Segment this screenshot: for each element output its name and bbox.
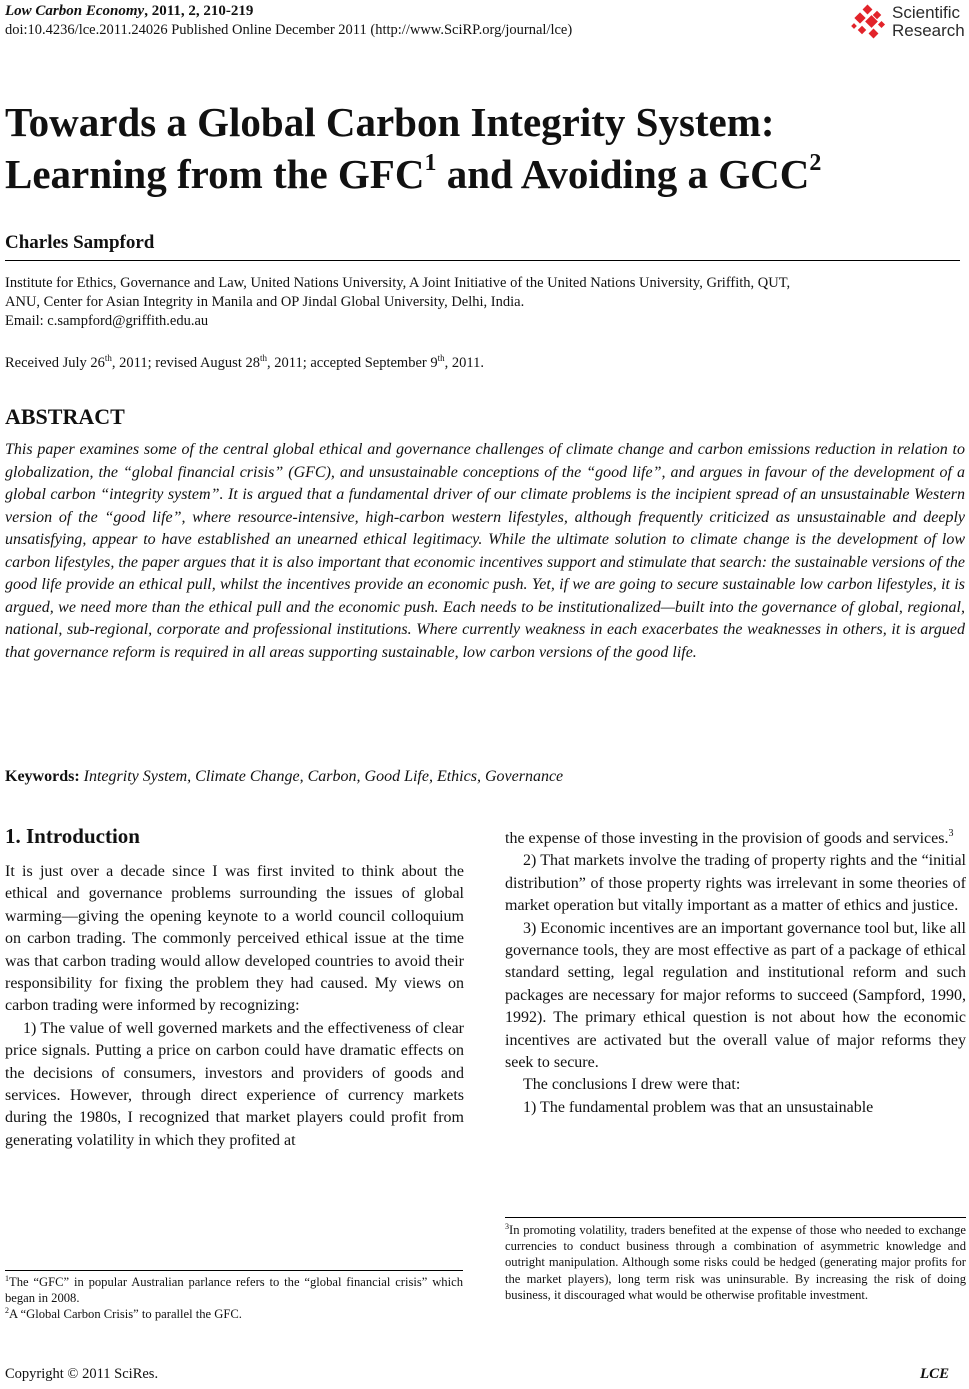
received-dates	[5, 355, 484, 372]
footnote-text: The “GFC” in popular Australian parlance refers to the “global financial crisis” which began in 2008.	[5, 1275, 463, 1306]
footnotes-left	[5, 1274, 463, 1323]
section-heading-introduction: 1. Introduction	[5, 824, 140, 848]
title-text-b: and Avoiding a GCC	[436, 151, 810, 197]
abstract-heading: ABSTRACT	[5, 404, 125, 429]
keywords-list: Integrity System, Climate Change, Carbon, Good Life, Ethics, Governance	[79, 768, 564, 785]
footnote-text: In promoting volatility, traders benefited at the expense of those who needed to exchange currencies to conduct business through a combination of asymmetric knowledge and outright manipulation. Although some risks could be hedged (generating major profits for the market players), long term risk was uninsurable. By increasing the risk of doing business, it discouraged what would be otherwise profitable investment.	[505, 1223, 966, 1302]
footnote-number: 1	[5, 1274, 9, 1283]
footnote-divider-left	[5, 1270, 463, 1271]
title-footnote-ref-2: 2	[809, 150, 822, 176]
doi-line: doi:10.4236/lce.2011.24026 Published Online December 2011 (http://www.SciRP.org/journal/lce)	[5, 22, 573, 38]
body-paragraph: 3) Economic incentives are an important governance tool but, like all governance tools, they are most effective as part of a package of ethical standard setting, legal regulation and institutional reform and such packages are necessary for major reforms to succeed (Sampford, 1990, 1992). The primary ethical question is not about how the economic incentives are activated but the overall value of major reforms they seek to secure.	[505, 919, 966, 1072]
footnotes-right	[505, 1222, 966, 1303]
logo-line-1: Scientific	[892, 3, 961, 22]
body-paragraph: 1) The fundamental problem was that an unsustainable	[523, 1098, 874, 1116]
body-column-right	[505, 828, 966, 1119]
received-sup-1: th	[104, 353, 112, 363]
publisher-logo	[850, 4, 969, 44]
footnote-divider-right	[505, 1217, 966, 1218]
author-divider	[5, 260, 960, 261]
footnote-number: 3	[505, 1222, 509, 1231]
received-text-3: , 2011; accepted September 9	[267, 355, 438, 371]
body-paragraph	[505, 828, 966, 850]
footnote-3	[505, 1222, 966, 1303]
footnote-ref-3: 3	[948, 828, 954, 839]
body-text: the expense of those investing in the provision of goods and services.	[505, 830, 949, 847]
keywords-label: Keywords:	[5, 768, 80, 785]
body-paragraph: It is just over a decade since I was first invited to think about the ethical and governance problems surrounding the issues of global warming—giving the opening keynote to a world council colloquium on carbon trading. The commonly perceived ethical issue at the time was that carbon trading would allow developed countries to avoid their responsibility for fixing the problem they had caused. My views on carbon trading were informed by recognizing:	[5, 863, 464, 1015]
title-line-1: Towards a Global Carbon Integrity System:	[5, 99, 775, 145]
footnote-2	[5, 1306, 463, 1322]
footnote-text: A “Global Carbon Crisis” to parallel the GFC.	[9, 1307, 242, 1322]
logo-line-2: Research	[892, 21, 965, 40]
footer-copyright: Copyright © 2011 SciRes.	[5, 1366, 159, 1382]
affiliation-line-1: Institute for Ethics, Governance and Law, United Nations University, A Joint Initiative of the United Nations University, Griffith, QUT,	[5, 275, 791, 291]
title-line-2	[5, 148, 960, 200]
affiliation-block	[5, 274, 963, 331]
journal-name: Low Carbon Economy	[5, 3, 145, 19]
received-text-2: , 2011; revised August 28	[111, 355, 260, 371]
body-paragraph: 2) That markets involve the trading of property rights and the “initial distribution” of those property rights was irrelevant in some theories of market operation but vitally important as a matter of ethics and justice.	[505, 852, 966, 915]
body-paragraph: 1) The value of well governed markets and the effectiveness of clear price signals. Putting a price on carbon could have dramatic effects on the decisions of consumers, investors and providers of goods and services. However, through direct experience of currency markets during the 1980s, I recognized that market players could profit from generating volatility in which they profited at	[5, 1019, 464, 1149]
footnote-1	[5, 1274, 463, 1306]
author-email: Email: c.sampford@griffith.edu.au	[5, 313, 209, 329]
journal-volume: , 2011, 2, 210-219	[144, 3, 254, 19]
received-sup-3: th	[437, 353, 445, 363]
paper-title	[5, 96, 960, 200]
received-text-1: Received July 26	[5, 355, 105, 371]
received-sup-2: th	[259, 353, 267, 363]
author-name: Charles Sampford	[5, 232, 155, 253]
keywords-line	[5, 768, 563, 786]
received-text-4: , 2011.	[444, 355, 484, 371]
affiliation-line-2: ANU, Center for Asian Integrity in Manila and OP Jindal Global University, Delhi, India.	[5, 294, 525, 310]
footer-journal-abbrev: LCE	[920, 1366, 950, 1382]
abstract-body: This paper examines some of the central global ethical and governance challenges of climate change and carbon emissions reduction in relation to globalization, the “global financial crisis” (GFC), and unsustainable conceptions of the “good life”, and argues in favour of the development of a global carbon “integrity system”. It is argued that a fundamental driver of our climate problems is the incipient spread of an unsustainable Western version of the “good life”, where resource-intensive, high-carbon western lifestyles, although frequently criticized as unsustainable and deeply unsatisfying, appear to have established an unearned ethical legitimacy. While the ultimate solution to climate change is the development of low carbon lifestyles, the paper argues that it is also important that economic incentives support and stimulate that search: the sustainable versions of the good life provide an ethical pull, whilst the incentives provide an economic push. Yet, if we are going to secure sustainable low carbon lifestyles, it is argued, we need more than the ethical pull and the economic push. Each needs to be institutionalized—built into the governance of global, regional, national, sub-regional, corporate and professional institutions. Where currently weakness in each exacerbates the weaknesses in others, it is argued that governance reform is required in all areas supporting sustainable, low carbon versions of the good life.	[5, 441, 965, 661]
footnote-number: 2	[5, 1306, 9, 1316]
journal-citation	[5, 3, 253, 20]
logo-text	[892, 4, 965, 40]
logo-icon	[850, 4, 890, 44]
body-paragraph: The conclusions I drew were that:	[523, 1076, 741, 1094]
body-column-left	[5, 861, 464, 1152]
title-footnote-ref-1: 1	[424, 150, 437, 176]
title-text-a: Learning from the GFC	[5, 151, 425, 197]
